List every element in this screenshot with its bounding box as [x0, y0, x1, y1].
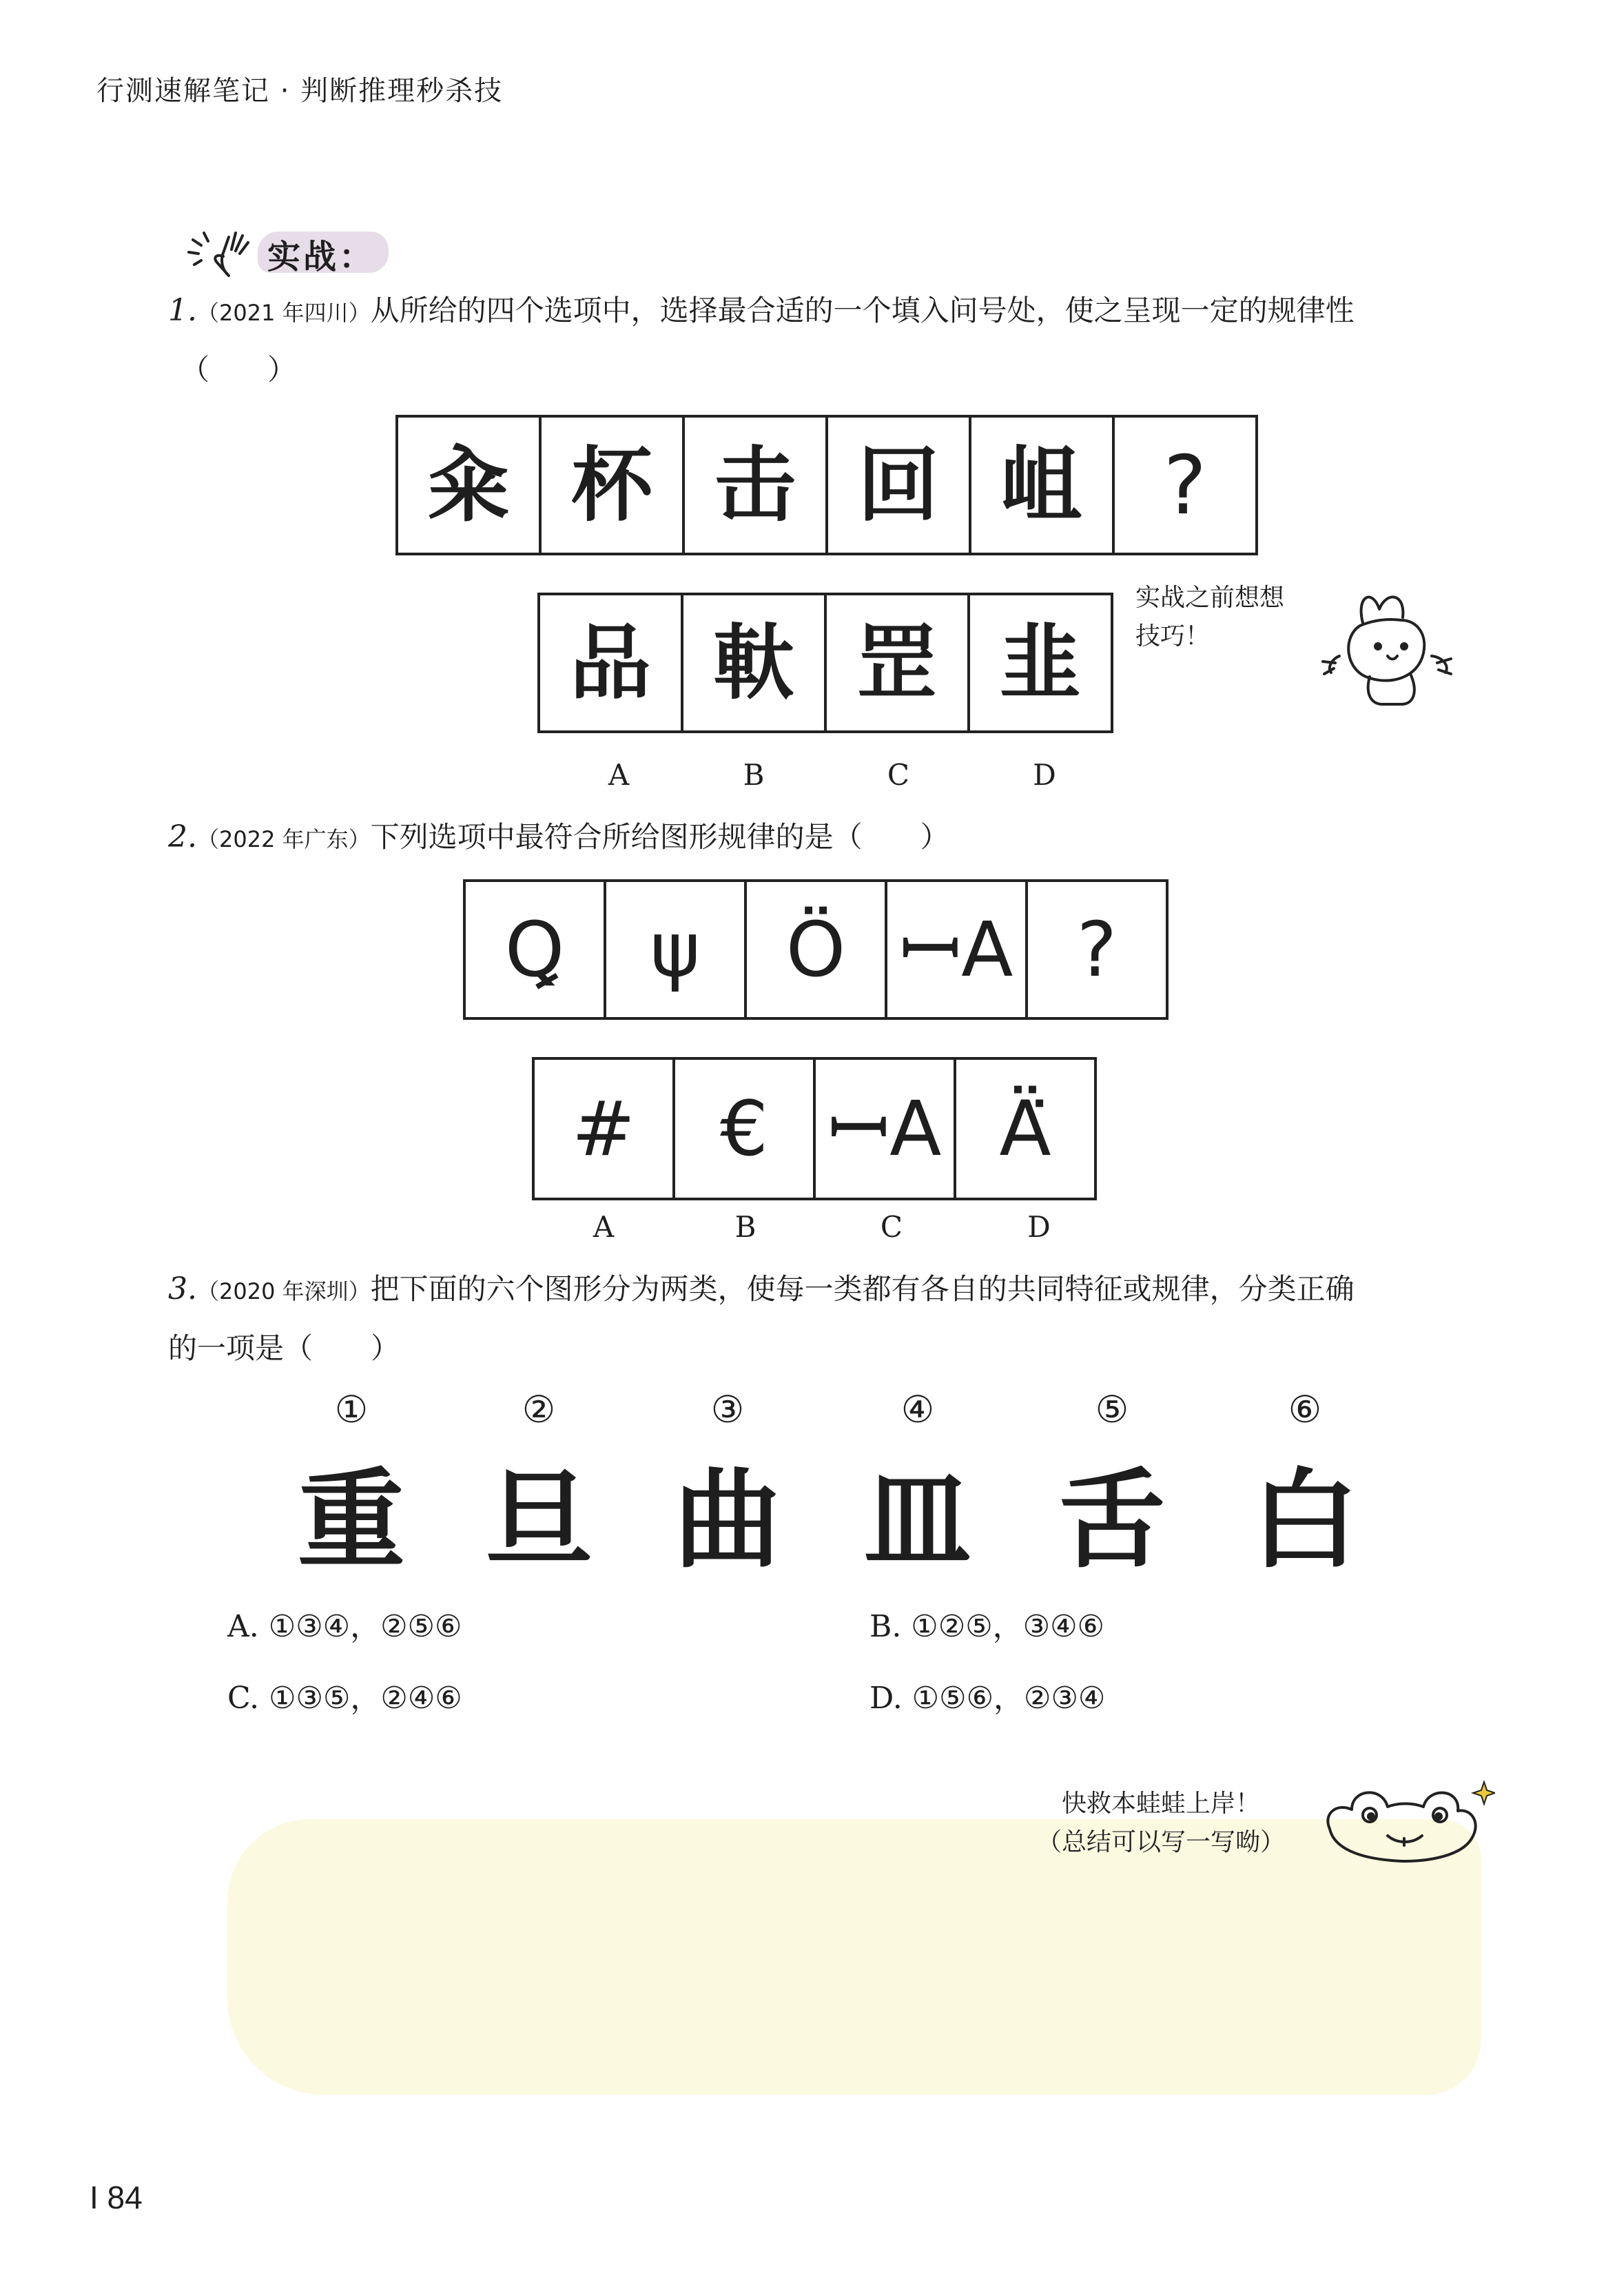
- q1-options-row: [537, 593, 1113, 733]
- q2-option-c-cell[interactable]: ꟷA: [814, 1058, 955, 1199]
- q2-source: （2022 年广东）: [196, 826, 371, 852]
- section-label: 实战：: [267, 238, 375, 276]
- frog-note: [1013, 1785, 1309, 1862]
- q3-choice-c[interactable]: C. ①③⑤，②④⑥: [227, 1681, 462, 1716]
- q2-question-mark-cell: ?: [1027, 881, 1167, 1018]
- q2-given-cell: Ꝗ: [464, 881, 605, 1018]
- q3-source: （2020 年深圳）: [196, 1278, 371, 1304]
- q2-given-cell: ꟷA: [886, 881, 1027, 1018]
- q3-figure-4: 皿: [864, 1457, 971, 1583]
- q1-given-cell: 回: [827, 416, 970, 554]
- q2-stem: [168, 808, 949, 869]
- q2-options-row: [532, 1057, 1097, 1200]
- q1-given-row: [395, 415, 1258, 555]
- q2-number: 2.: [168, 819, 197, 854]
- q1-option-c-cell[interactable]: 罡: [825, 594, 969, 732]
- q2-given-cell: Ö: [745, 881, 886, 1018]
- q1-answer-blank: （ ）: [181, 353, 297, 387]
- q3-number: 3.: [168, 1271, 197, 1306]
- hand-doodle-icon: [181, 222, 256, 284]
- q3-figure-6: 白: [1251, 1457, 1359, 1583]
- q1-option-d-cell[interactable]: 韭: [969, 594, 1112, 732]
- section-mark: [181, 222, 401, 284]
- q1-given-cell: 击: [683, 416, 827, 554]
- rabbit-note-line2: 技巧！: [1135, 622, 1211, 650]
- q3-figure-1: 重: [298, 1457, 405, 1583]
- q3-index-5: ⑤: [1095, 1388, 1129, 1431]
- q3-choice-a[interactable]: A. ①③④，②⑤⑥: [227, 1609, 462, 1644]
- q1-option-a-cell[interactable]: 品: [539, 594, 682, 732]
- q2-given-row: [463, 879, 1169, 1020]
- q3-stem-line2: 的一项是（ ）: [168, 1331, 400, 1365]
- q1-number: 1.: [168, 293, 197, 328]
- page-number: I 84: [90, 2180, 143, 2215]
- q2-option-label: B: [734, 1210, 756, 1244]
- q3-stem: [168, 1260, 1355, 1321]
- q1-option-label: B: [743, 758, 765, 792]
- q3-figure-5: 舌: [1058, 1457, 1166, 1583]
- q2-option-label: C: [880, 1210, 903, 1244]
- q2-given-cell: ψ: [605, 881, 745, 1018]
- q3-index-3: ③: [710, 1388, 745, 1431]
- q3-index-6: ⑥: [1288, 1388, 1322, 1431]
- q2-option-a-cell[interactable]: #: [533, 1058, 674, 1199]
- q3-index-1: ①: [334, 1388, 369, 1431]
- q3-figure-3: 曲: [674, 1457, 781, 1583]
- q2-option-label: D: [1027, 1210, 1051, 1244]
- q1-given-cell: 杯: [540, 416, 683, 554]
- q1-given-cell: 岨: [970, 416, 1113, 554]
- rabbit-note-line1: 实战之前想想: [1135, 584, 1285, 612]
- q1-option-label: A: [608, 758, 630, 792]
- rabbit-note: [1135, 579, 1284, 656]
- q1-source: （2021 年四川）: [196, 300, 371, 326]
- q2-stem-text: 下列选项中最符合所给图形规律的是（ ）: [370, 820, 949, 854]
- frog-note-line2: （总结可以写一写呦）: [1036, 1828, 1285, 1856]
- q3-figure-2: 旦: [485, 1457, 593, 1583]
- q1-option-b-cell[interactable]: 軑: [682, 594, 825, 732]
- q1-option-label: D: [1033, 758, 1056, 792]
- q1-stem: [168, 281, 1355, 342]
- q1-stem-line1: 从所给的四个选项中，选择最合适的一个填入问号处，使之呈现一定的规律性: [370, 294, 1355, 327]
- q3-choice-d[interactable]: D. ①⑤⑥，②③④: [869, 1681, 1106, 1716]
- q2-option-b-cell[interactable]: €: [674, 1058, 814, 1199]
- q2-option-label: A: [593, 1210, 615, 1244]
- frog-note-line1: 快救本蛙蛙上岸！: [1061, 1790, 1260, 1818]
- frog-doodle-icon: [1316, 1772, 1495, 1883]
- q1-question-mark-cell: ?: [1113, 416, 1257, 554]
- q2-option-d-cell[interactable]: Ä̈: [955, 1058, 1095, 1199]
- q3-stem-line1: 把下面的六个图形分为两类，使每一类都有各自的共同特征或规律，分类正确: [370, 1272, 1355, 1306]
- q3-choice-b[interactable]: B. ①②⑤，③④⑥: [869, 1609, 1104, 1644]
- q1-option-label: C: [887, 758, 910, 792]
- q3-index-4: ④: [900, 1388, 935, 1431]
- running-title: 行测速解笔记 · 判断推理秒杀技: [96, 75, 504, 107]
- q1-given-cell: 籴: [397, 416, 540, 554]
- q3-index-2: ②: [522, 1388, 556, 1431]
- rabbit-doodle-icon: [1315, 582, 1466, 719]
- sparkle-icon: [1473, 1782, 1495, 1804]
